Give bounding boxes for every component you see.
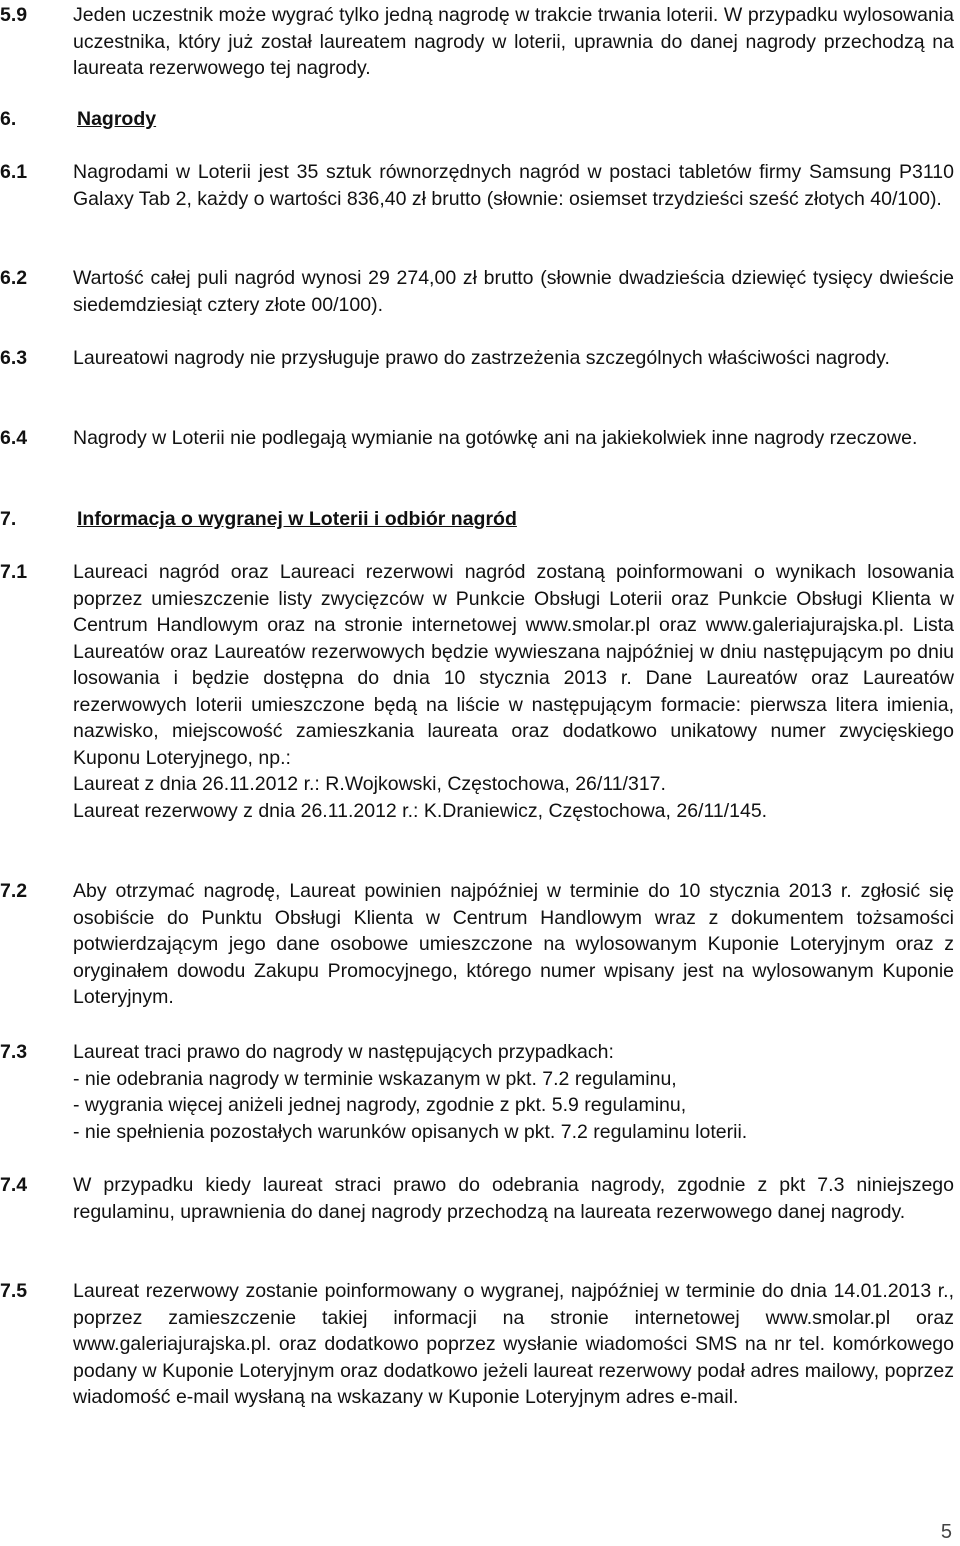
clause-text: Laureat rezerwowy zostanie poinformowany o wygranej, najpóźniej w terminie do dnia 14.01.2013 r., poprzez zamieszczenie takiej informacji na stronie internetowej www.smolar.pl oraz www.galeriajurajska.pl. oraz dodatkowo poprzez wysłanie wiadomości SMS na nr tel. komórkowego podany w Kuponie Loteryjnym oraz dodatkowo jeżeli laureat rezerwowy podał adres mailowy, poprzez wiadomość e-mail wysłaną na wskazany w Kuponie Loteryjnym adres e-mail. [73, 1280, 954, 1408]
clause-6-4 [0, 425, 958, 452]
clause-number: 7.4 [0, 1174, 28, 1196]
page-number: 5 [940, 1521, 952, 1543]
clause-7-3 [0, 1039, 958, 1145]
section-7-heading [0, 506, 958, 533]
clause-7-5 [0, 1278, 958, 1411]
clause-text-block [73, 1039, 954, 1145]
clause-number: 6.1 [0, 161, 28, 183]
clause-text: Laureaci nagród oraz Laureaci rezerwowi nagród zostaną poinformowani o wynikach losowania poprzez umieszczenie listy zwycięzców w Punkcie Obsługi Loterii oraz Punkcie Obsługi Klienta w Centrum Handlowym oraz na stronie internetowej www.smolar.pl oraz www.galeriajurajska.pl. Lista Laureatów oraz Laureatów rezerwowych będzie wywieszana najpóźniej w dniu następującym po dniu losowania i będzie dostępna do dnia 10 stycznia 2013 r. Dane Laureatów oraz Laureatów rezerwowych loterii umieszczone będą na liście w następującym formacie: pierwsza litera imienia, nazwisko, miejscowość zamieszkania laureata oraz dodatkowo unikatowy numer zwycięskiego Kuponu Loteryjnego, np.: [73, 561, 954, 769]
clause-6-1 [0, 159, 958, 212]
section-6-heading [0, 106, 958, 133]
clause-6-2 [0, 265, 958, 318]
list-item: - nie spełnienia pozostałych warunków opisanych w pkt. 7.2 regulaminu loterii. [73, 1120, 748, 1143]
clause-6-3 [0, 345, 958, 372]
clause-text: Laureatowi nagrody nie przysługuje prawo do zastrzeżenia szczególnych właściwości nagrody. [73, 347, 890, 369]
clause-text-block [73, 559, 954, 824]
clause-number: 6.4 [0, 427, 28, 449]
clause-number: 7.5 [0, 1280, 28, 1302]
clause-number: 7.2 [0, 880, 28, 902]
clause-7-2 [0, 878, 958, 1011]
section-number: 6. [0, 108, 17, 130]
example-reserve-winner: Laureat rezerwowy z dnia 26.11.2012 r.: K.Draniewicz, Częstochowa, 26/11/145. [73, 799, 768, 822]
clause-text: Nagrodami w Loterii jest 35 sztuk równorzędnych nagród w postaci tabletów firmy Samsung P3110 Galaxy Tab 2, każdy o wartości 836,40 zł brutto (słownie: osiemset trzydzieści sześć złotych 40/100). [73, 161, 954, 210]
clause-number: 6.2 [0, 267, 28, 289]
clause-number: 7.1 [0, 561, 28, 583]
clause-text: Nagrody w Loterii nie podlegają wymianie na gotówkę ani na jakiekolwiek inne nagrody rzeczowe. [73, 427, 918, 449]
clause-text: W przypadku kiedy laureat straci prawo do odebrania nagrody, zgodnie z pkt 7.3 niniejszego regulaminu, uprawnienia do danej nagrody przechodzą na laureata rezerwowego danej nagrody. [73, 1174, 954, 1223]
clause-text: Aby otrzymać nagrodę, Laureat powinien najpóźniej w terminie do 10 stycznia 2013 r. zgłosić się osobiście do Punktu Obsługi Klienta w Centrum Handlowym wraz z dokumentem tożsamości potwierdzającym jego dane osobowe umieszczone na wylosowanym Kuponie Loteryjnym oraz z oryginałem dowodu Zakupu Promocyjnego, którego numer wpisany jest na wylosowanym Kuponie Loteryjnym. [73, 880, 954, 1008]
clause-7-4 [0, 1172, 958, 1225]
clause-7-1 [0, 559, 958, 824]
section-title: Informacja o wygranej w Loterii i odbiór nagród [77, 508, 517, 530]
clause-number: 7.3 [0, 1041, 28, 1063]
clause-number: 6.3 [0, 347, 28, 369]
section-number: 7. [0, 508, 17, 530]
list-item: - nie odebrania nagrody w terminie wskazanym w pkt. 7.2 regulaminu, [73, 1067, 677, 1090]
section-title: Nagrody [77, 108, 157, 130]
clause-5-9 [0, 2, 958, 82]
list-item: - wygrania więcej aniżeli jednej nagrody, zgodnie z pkt. 5.9 regulaminu, [73, 1094, 687, 1116]
example-winner: Laureat z dnia 26.11.2012 r.: R.Wojkowski, Częstochowa, 26/11/317. [73, 773, 666, 795]
clause-text: Wartość całej puli nagród wynosi 29 274,00 zł brutto (słownie dwadzieścia dziewięć tysięcy dwieście siedemdziesiąt cztery złote 00/100). [73, 267, 954, 316]
clause-number: 5.9 [0, 4, 28, 26]
clause-text: Laureat traci prawo do nagrody w następujących przypadkach: [73, 1041, 614, 1063]
clause-text: Jeden uczestnik może wygrać tylko jedną nagrodę w trakcie trwania loterii. W przypadku wylosowania uczestnika, który już został laureatem nagrody w loterii, uprawnia do danej nagrody przechodzą na laureata rezerwowego tej nagrody. [73, 4, 954, 79]
